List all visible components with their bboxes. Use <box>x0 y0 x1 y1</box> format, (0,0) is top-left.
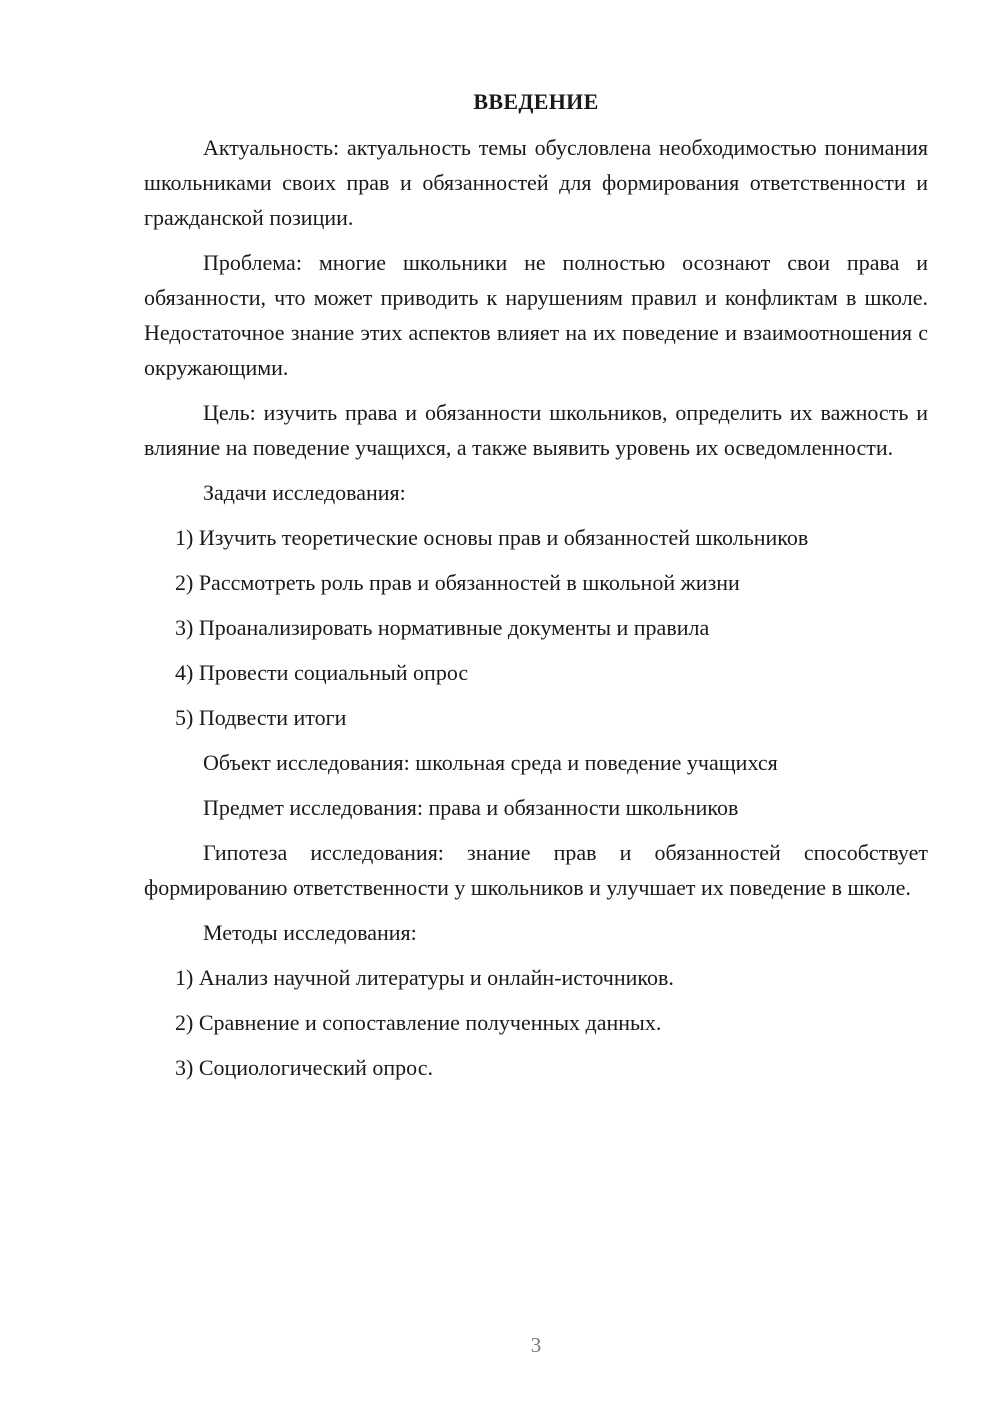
method-item: 1) Анализ научной литературы и онлайн-источников. <box>175 965 674 990</box>
section-title: ВВЕДЕНИЕ <box>473 89 599 114</box>
document-page <box>144 88 928 1095</box>
goal-paragraph: Цель: изучить права и обязанности школьников, определить их важность и влияние на поведение учащихся, а также выявить уровень их осведомленности. <box>144 400 928 460</box>
object-paragraph: Объект исследования: школьная среда и поведение учащихся <box>203 750 778 775</box>
methods-heading: Методы исследования: <box>203 920 417 945</box>
methods-list <box>144 960 928 1085</box>
task-item: 5) Подвести итоги <box>175 705 347 730</box>
task-item: 2) Рассмотреть роль прав и обязанностей в школьной жизни <box>175 570 740 595</box>
problem-paragraph: Проблема: многие школьники не полностью осознают свои права и обязанности, что может приводить к нарушениям правил и конфликтам в школе. Недостаточное знание этих аспектов влияет на их поведение и взаимоотношения с окружающими. <box>144 250 928 380</box>
method-item: 2) Сравнение и сопоставление полученных данных. <box>175 1010 662 1035</box>
subject-paragraph: Предмет исследования: права и обязанности школьников <box>203 795 739 820</box>
task-item: 3) Проанализировать нормативные документы и правила <box>175 615 710 640</box>
relevance-paragraph: Актуальность: актуальность темы обусловлена необходимостью понимания школьниками своих прав и обязанностей для формирования ответственности и гражданской позиции. <box>144 135 928 230</box>
task-item: 4) Провести социальный опрос <box>175 660 469 685</box>
tasks-heading: Задачи исследования: <box>203 480 406 505</box>
tasks-list <box>144 520 928 735</box>
task-item: 1) Изучить теоретические основы прав и обязанностей школьников <box>175 525 809 550</box>
page-number: 3 <box>530 1333 542 1357</box>
hypothesis-paragraph: Гипотеза исследования: знание прав и обязанностей способствует формированию ответственности у школьников и улучшает их поведение в школе. <box>144 840 928 900</box>
method-item: 3) Социологический опрос. <box>175 1055 433 1080</box>
